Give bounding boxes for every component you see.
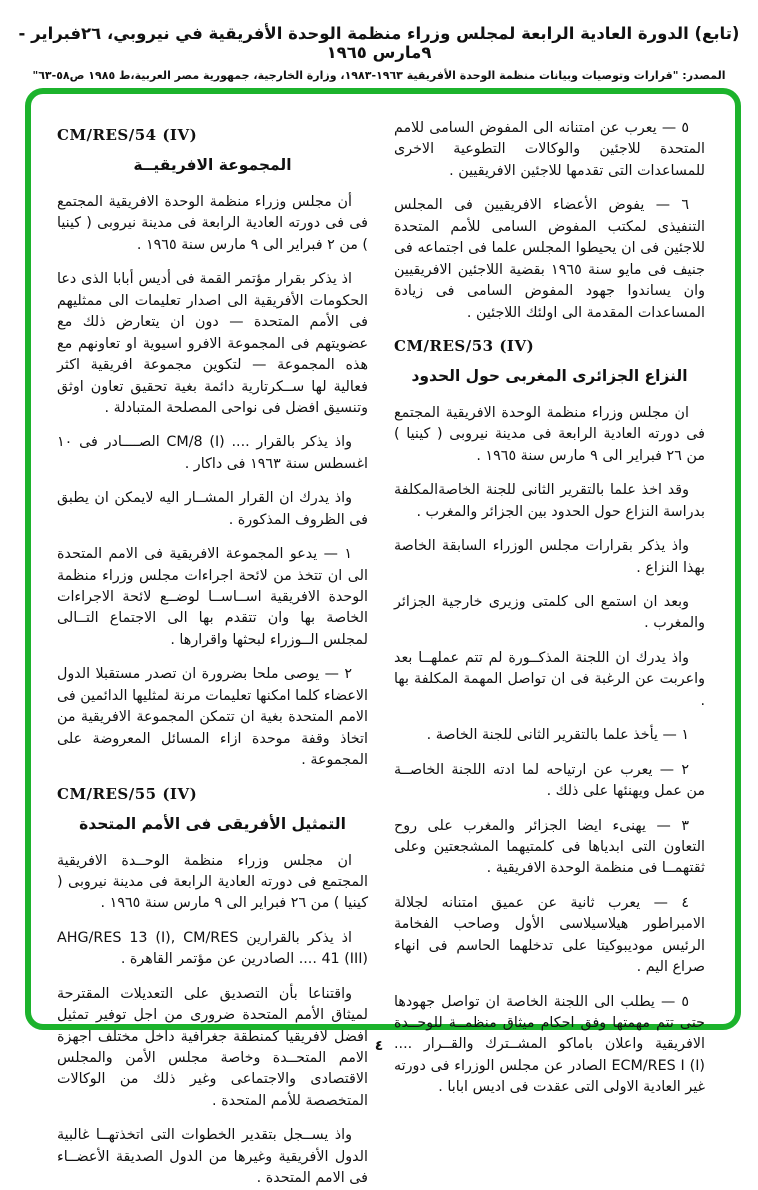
paragraph: ان مجلس وزراء منظمة الوحــدة الافريقية المجتمع فى دورته العادية الرابعة فى مدينة نيروبى ( كينيا ) من ٢٦ فبراير الى ٩ مارس سنة ١٩٦٥ . [57,852,368,912]
section-title: المجموعة الافريقيــة [133,156,292,174]
source-citation: المصدر: "قرارات وتوصيات وبيانات منظمة الوحدة الأفريقية ١٩٦٣-١٩٨٣، وزارة الخارجية، جمهورية مصر العربية،ط ١٩٨٥ ص٥٨-٦٣" [32,69,726,82]
page-header [0,0,758,82]
paragraph: ٦ — يفوض الأعضاء الافريقيين فى المجلس التنفيذى لمكتب المفوض السامى للأمم المتحدة للاجئين فى ان يحيطوا المجلس علما فى اجتماعه فى جنيف فى مايو سنة ١٩٦٥ بقضية اللاجئين الافريقيين وان يساندوا جهود المفوض السامى فى زيادة المساعدات المقدمة الى اولئك اللاجئين . [394,197,705,321]
paragraph: واقتناعا بأن التصديق على التعديلات المقترحة لميثاق الأمم المتحدة ضرورى من اجل توفير تمثيل افضل لافريقيا كمنطقة جغرافية داخل مختلف اجهزة الامم المتحــدة وخاصة مجلس الأمن والمجلس الاقتصادى والاجتماعى وغير ذلك من الوكالات المتخصصة للأمم المتحدة . [57,985,368,1109]
page-number: ٤ [374,1038,384,1054]
two-column-layout [56,118,705,1187]
paragraph: وقد اخذ علما بالتقرير الثانى للجنة الخاصةالمكلفة بدراسة النزاع حول الحدود بين الجزائر والمغرب . [394,482,705,520]
section-title: التمثيل الأفريقى فى الأمم المتحدة [79,814,346,833]
resolution-code: CM/RES/53 (IV) [394,336,535,355]
header-title: (تابع) الدورة العادية الرابعة لمجلس وزراء منظمة الوحدة الأفريقية في نيروبي، ٢٦فبراير - ٩مارس ١٩٦٥ [18,24,740,62]
paragraph: ١ — يدعو المجموعة الافريقية فى الامم المتحدة الى ان تتخذ من لائحة اجراءات مجلس وزراء منظمة الوحدة الافريقية اســاســا لوضــع لائحة الاجراءات الخاصة بها وان تتقدم بها الى الاجتماع التــالى لمجلس الــوزراء لبحثها واقرارها . [57,546,368,648]
paragraph: ٥ — يطلب الى اللجنة الخاصة ان تواصل جهودها حتى تتم مهمتها وفق احكام ميثاق منظمــة للوحــدة الافريقية واعلان باماكو المشــترك والقــرار .... ‎ECM/RES I (I)‎ الصادر عن مجلس الوزراء فى دورته غير العادية الاولى التى عقدت فى اديس ابابا . [394,993,705,1096]
paragraph: واذ يذكر بقرارات مجلس الوزراء السابقة الخاصة بهذا النزاع . [394,538,705,576]
paragraph: ٢ — يوصى ملحا بضرورة ان تصدر مستقبلا الدول الاعضاء كلما امكنها تعليمات مرنة لمثليها الدائمين فى الامم المتحدة بغية ان تتمكن المجموعة الافريقية من اتخاذ وقفة موحدة ازاء المسائل المعروضة على المجموعة . [56,666,368,769]
column-left [56,118,368,1187]
paragraph: ٣ — يهنىء ايضا الجزائر والمغرب على روح التعاون التى ابدياها فى كلمتيهما المشجعتين وعلى ثقتهمــا فى منظمة الوحدة الافريقية . [394,817,705,877]
content-frame [25,88,741,1187]
paragraph: اذ يذكر بقرار مؤتمر القمة فى أديس أبابا الذى دعا الحكومات الأفريقية الى اصدار تعليمات الى ممثليهم فى الأمم المتحدة — دون ان يتعارض ذلك مع عضويتهم فى المجموعة الافرو اسيوية او تعاونهم مع هذه المجموعة — لتكوين مجموعة افريقية اكثر فعالية لها ســكرتارية دائمة بغية تحقيق تعاون اوثق وتنسيق افضل فى نواحى المصلحة المتبادلة . [57,271,368,416]
paragraph: واذ يدرك ان اللجنة المذكــورة لم تتم عملهــا بعد واعربت عن الرغبة فى ان تواصل المهمة المكلفة بها . [394,649,705,709]
section-title: النزاع الجزائرى المغربى حول الحدود [411,366,688,385]
paragraph: ان مجلس وزراء منظمة الوحدة الافريقية المجتمع فى دورته العادية الرابعة فى مدينة نيروبى ( كينيا ) من ٢٦ فبراير الى ٩ مارس سنة ١٩٦٥ . [394,404,705,464]
paragraph: واذ يذكر بالقرار .... ‎CM/8 (I)‎ الصــــادر فى ١٠ اغسطس سنة ١٩٦٣ فى داكار . [57,434,368,472]
paragraph: ٤ — يعرب ثانية عن عميق امتنانه لجلالة الامبراطور هيلاسيلاسى الأول وصاحب الفخامة الرئيس موديبوكيتا على تدخلهما الحاسم فى انهاء صراع اليم . [394,894,705,976]
paragraph: ١ — يأخذ علما بالتقرير الثانى للجنة الخاصة . [426,727,689,744]
paragraph: اذ يذكر بالقرارين ‎AHG/RES 13 (I), CM/RES 41 (III)‎ .... الصادرين عن مؤتمر القاهرة . [57,929,368,968]
paragraph: أن مجلس وزراء منظمة الوحدة الافريقية المجتمع فى فى دورته العادية الرابعة فى مدينة نيروبى ( كينيا ) من ٢ فبراير الى ٩ مارس سنة ١٩٦٥ . [57,194,368,253]
paragraph: واذ يدرك ان القرار المشــار اليه لايمكن ان يطبق فى الظروف المذكورة . [57,490,368,528]
paragraph: وبعد ان استمع الى كلمتى وزيرى خارجية الجزائر والمغرب . [394,594,705,632]
paragraph: واذ يســجل بتقدير الخطوات التى اتخذتهــا غالبية الدول الأفريقية وغيرها من الدول الصديقة الأعضــاء فى الامم المتحدة . [57,1127,368,1187]
paragraph: ٢ — يعرب عن ارتياحه لما ادته اللجنة الخاصــة من عمل ويهنئها على ذلك . [394,761,705,800]
resolution-code: CM/RES/54 (IV) [57,126,198,144]
column-right [394,118,705,1096]
paragraph: ٥ — يعرب عن امتنانه الى المفوض السامى للامم المتحدة للاجئين والوكالات التطوعية الاخرى للمساعدات التى تقدمها للاجئين الافريقيين . [394,120,705,179]
resolution-code: CM/RES/55 (IV) [57,784,198,803]
